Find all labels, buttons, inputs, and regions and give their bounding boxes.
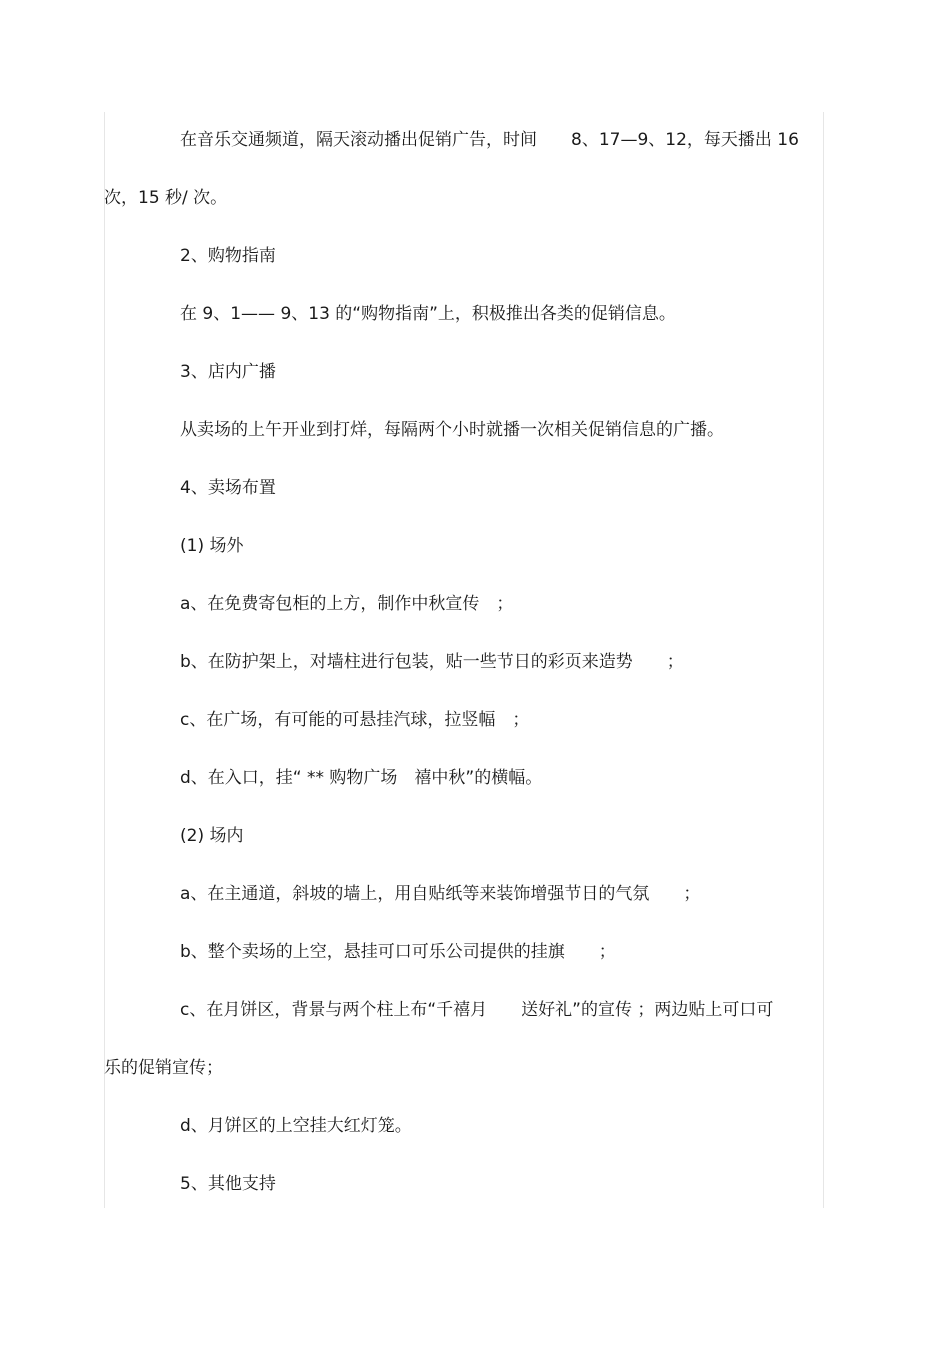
list-item-inside-d: d、月饼区的上空挂大红灯笼。 (180, 1116, 412, 1136)
heading-other-support: 5、其他支持 (180, 1174, 276, 1194)
paragraph-radio-ad: 在音乐交通频道，隔天滚动播出促销广告，时间 8、17—9、12，每天播出 16 (180, 130, 799, 150)
subheading-outside: (1) 场外 (180, 536, 244, 556)
list-item-inside-b: b、整个卖场的上空，悬挂可口可乐公司提供的挂旗 ； (180, 942, 616, 962)
heading-store-broadcast: 3、店内广播 (180, 362, 276, 382)
paragraph-shopping-guide: 在 9、1—— 9、13 的“购物指南”上，积极推出各类的促销信息。 (180, 304, 676, 324)
list-item-inside-a: a、在主通道，斜坡的墙上，用自贴纸等来装饰增强节日的气氛 ； (180, 884, 701, 904)
list-item-inside-c-cont: 乐的促销宣传； (104, 1058, 223, 1078)
heading-shopping-guide: 2、购物指南 (180, 246, 276, 266)
heading-store-layout: 4、卖场布置 (180, 478, 276, 498)
list-item-outside-c: c、在广场，有可能的可悬挂汽球，拉竖幅 ； (180, 710, 530, 730)
paragraph-store-broadcast: 从卖场的上午开业到打烊，每隔两个小时就播一次相关促销信息的广播。 (180, 420, 724, 440)
list-item-outside-d: d、在入口，挂“ ** 购物广场 禧中秋”的横幅。 (180, 768, 543, 788)
list-item-outside-a: a、在免费寄包柜的上方，制作中秋宣传 ； (180, 594, 514, 614)
subheading-inside: (2) 场内 (180, 826, 244, 846)
list-item-outside-b: b、在防护架上，对墙柱进行包装，贴一些节日的彩页来造势 ； (180, 652, 684, 672)
list-item-inside-c: c、在月饼区，背景与两个柱上布“千禧月 送好礼”的宣传 ；两边贴上可口可 (180, 1000, 774, 1020)
paragraph-radio-ad-cont: 次，15 秒/ 次。 (104, 188, 228, 208)
